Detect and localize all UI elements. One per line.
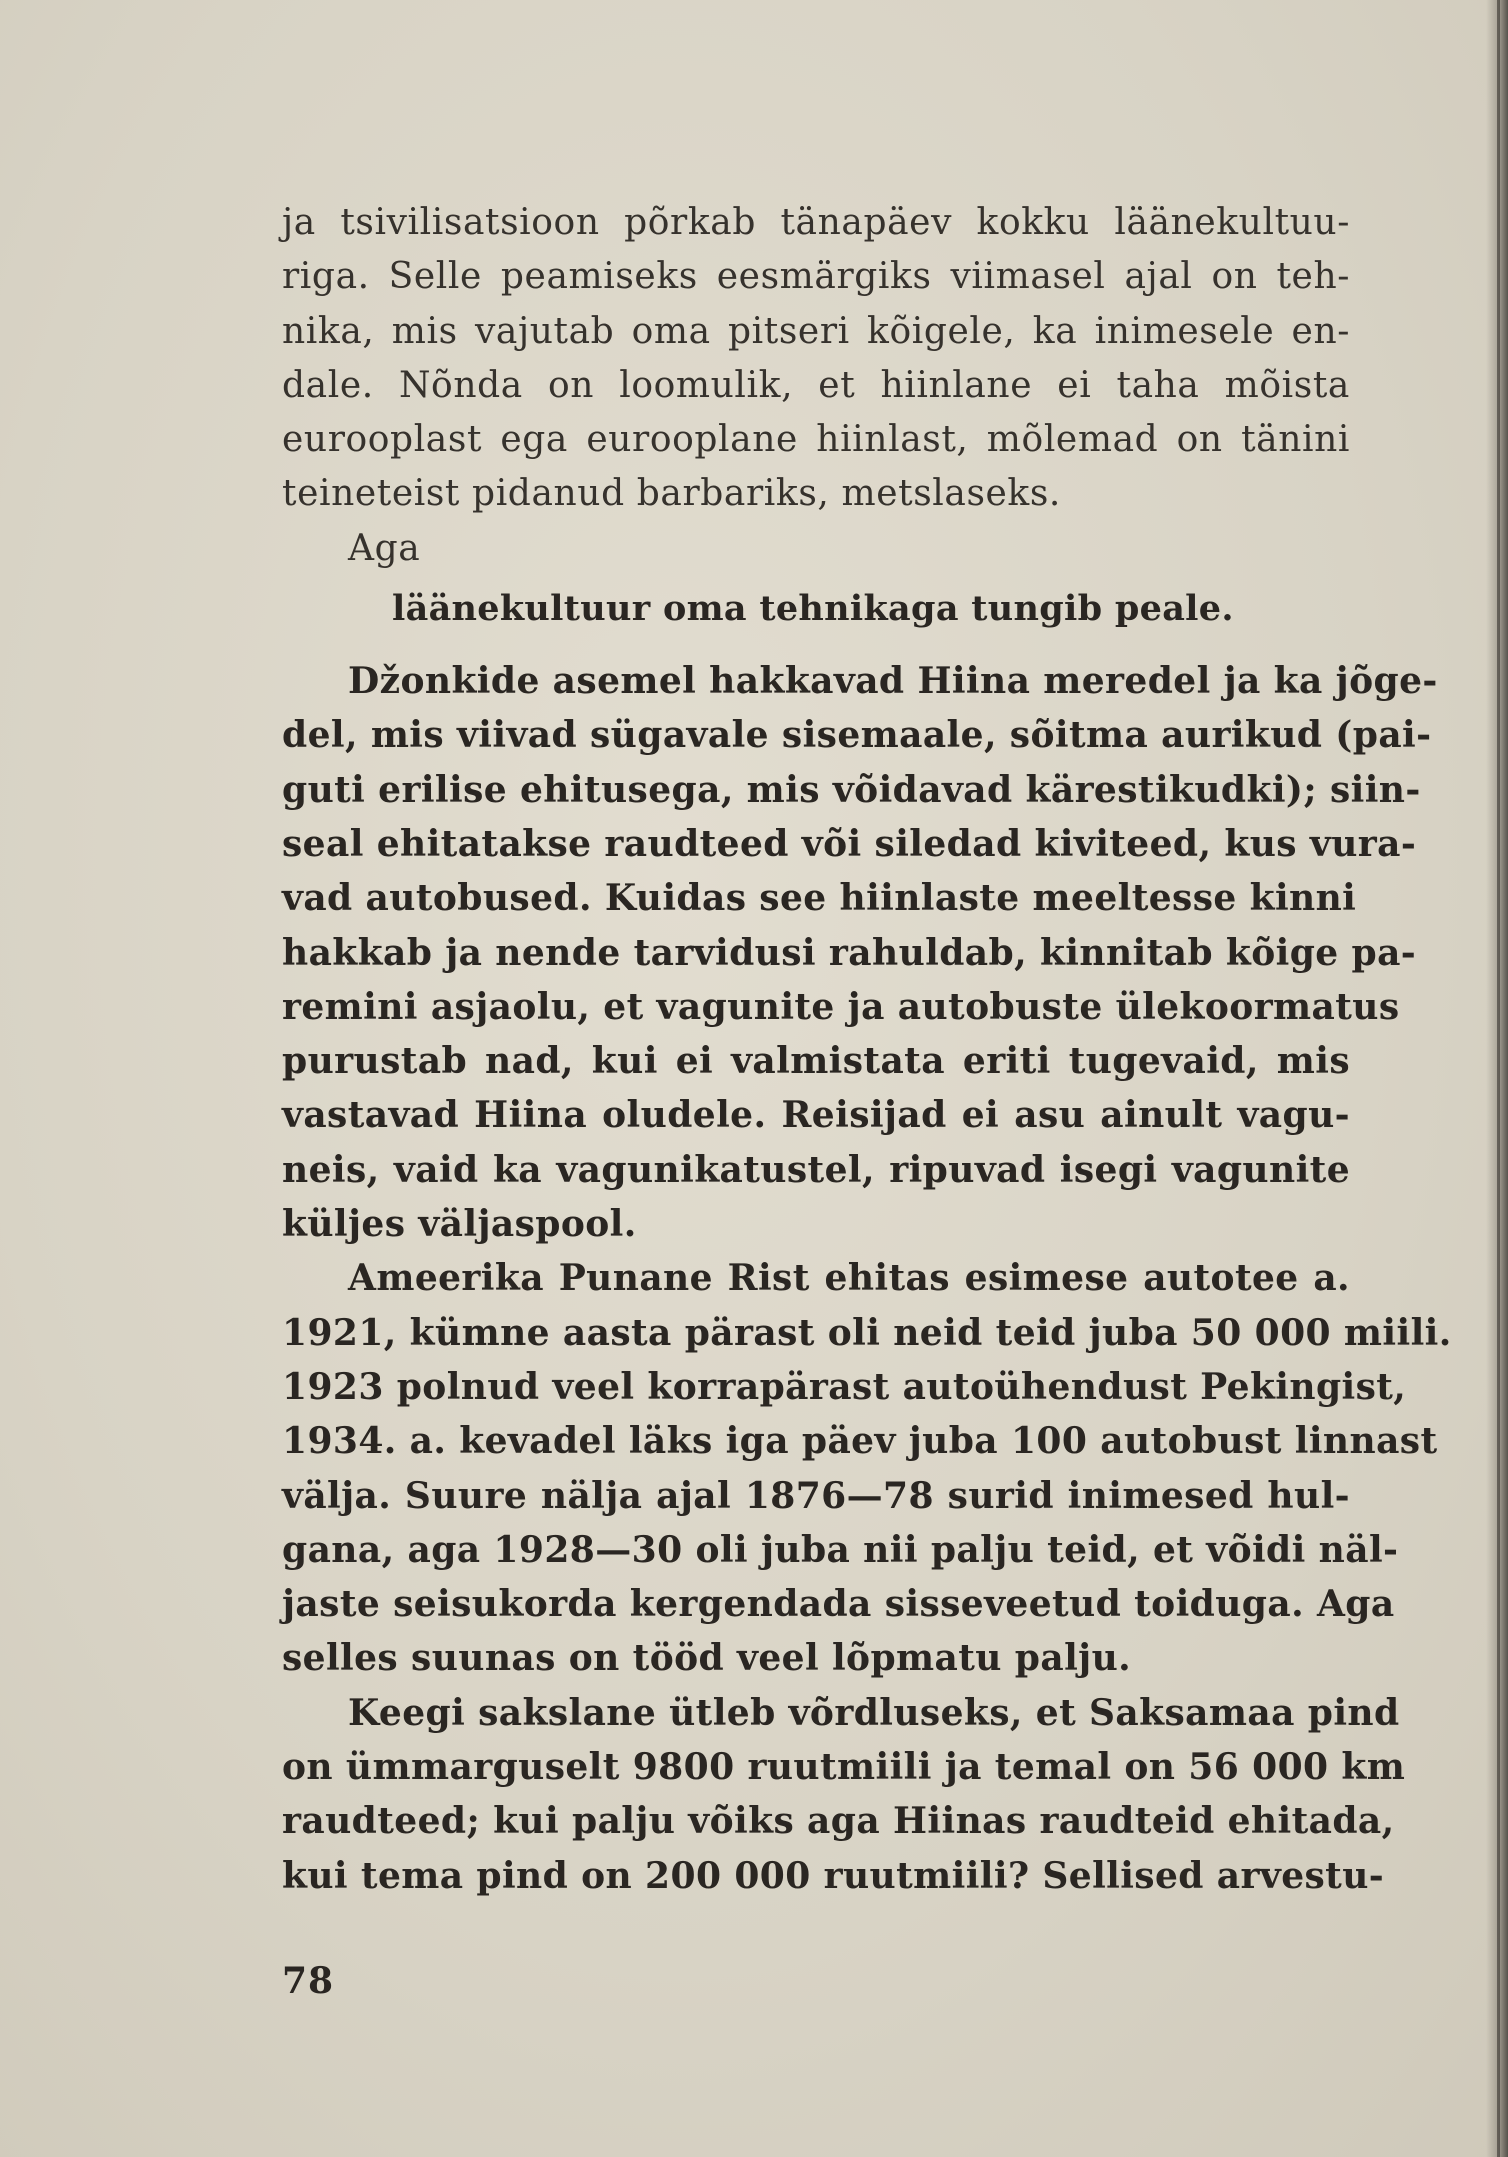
text-line: Keegi sakslane ütleb võrdluseks, et Saksamaa pind — [348, 1691, 1400, 1734]
text-line: nika, mis vajutab oma pitseri kõigele, ka inimesele en- — [282, 310, 1350, 352]
text-line: on ümmarguselt 9800 ruutmiili ja temal on 56 000 km — [282, 1746, 1406, 1789]
body-text — [282, 196, 1452, 1903]
text-line: dale. Nõnda on loomulik, et hiinlane ei taha mõista — [282, 364, 1350, 406]
paragraph-1 — [282, 196, 1350, 522]
text-line: Džonkide asemel hakkavad Hiina meredel ja ka jõge- — [348, 660, 1438, 703]
text-line: 1923 polnud veel korrapärast autoühendust Pekingist, — [282, 1365, 1407, 1408]
spacer — [282, 642, 1350, 654]
spine-edge — [1497, 0, 1500, 2157]
text-line: Aga — [348, 527, 421, 569]
text-line: raudteed; kui palju võiks aga Hiinas raudteid ehitada, — [282, 1800, 1395, 1843]
text-line: purustab nad, kui ei valmistata eriti tugevaid, mis — [282, 1040, 1350, 1083]
text-line: ja tsivilisatsioon põrkab tänapäev kokku läänekultuu- — [282, 202, 1350, 243]
text-line: küljes väljaspool. — [282, 1203, 637, 1246]
text-line: eurooplast ega eurooplane hiinlast, mõlemad on tänini — [282, 419, 1350, 461]
text-line: hakkab ja nende tarvidusi rahuldab, kinnitab kõige pa- — [282, 931, 1417, 974]
paragraph-3 — [282, 654, 1438, 1251]
page-number: 78 — [282, 1960, 335, 2002]
paragraph-5 — [282, 1686, 1406, 1903]
text-line: välja. Suure nälja ajal 1876—78 surid inimesed hul- — [282, 1474, 1350, 1517]
text-line: 1934. a. kevadel läks iga päev juba 100 autobust linnast — [282, 1420, 1438, 1463]
text-line: Ameerika Punane Rist ehitas esimese autotee a. — [348, 1257, 1350, 1300]
text-line: selles suunas on tööd veel lõpmatu palju. — [282, 1637, 1132, 1680]
text-line: 1921, kümne aasta pärast oli neid teid juba 50 000 miili. — [282, 1311, 1452, 1354]
text-line: seal ehitatakse raudteed või siledad kiviteed, kus vura- — [282, 822, 1417, 865]
text-line: riga. Selle peamiseks eesmärgiks viimasel ajal on teh- — [282, 256, 1350, 298]
text-line: jaste seisukorda kergendada sisseveetud toiduga. Aga — [282, 1583, 1395, 1626]
text-line: gana, aga 1928—30 oli juba nii palju teid, et võidi näl- — [282, 1528, 1399, 1571]
text-line: teineteist pidanud barbariks, metslaseks. — [282, 473, 1061, 515]
text-line: guti erilise ehitusega, mis võidavad kärestikudki); siin- — [282, 768, 1421, 811]
paragraph-4 — [282, 1251, 1452, 1685]
text-line: del, mis viivad sügavale sisemaale, sõitma aurikud (pai- — [282, 714, 1432, 757]
text-line: neis, vaid ka vagunikatustel, ripuvad isegi vagunite — [282, 1148, 1350, 1191]
text-line: vad autobused. Kuidas see hiinlaste meeltesse kinni — [282, 877, 1357, 920]
text-line: kui tema pind on 200 000 ruutmiili? Sellised arvestu- — [282, 1854, 1385, 1897]
text-line: remini asjaolu, et vagunite ja autobuste ülekoormatus — [282, 985, 1400, 1028]
text-line: vastavad Hiina oludele. Reisijad ei asu ainult vagu- — [282, 1094, 1350, 1137]
paragraph-2 — [282, 522, 1350, 576]
emphasized-heading: läänekultuur oma tehnikaga tungib peale. — [392, 588, 1234, 630]
